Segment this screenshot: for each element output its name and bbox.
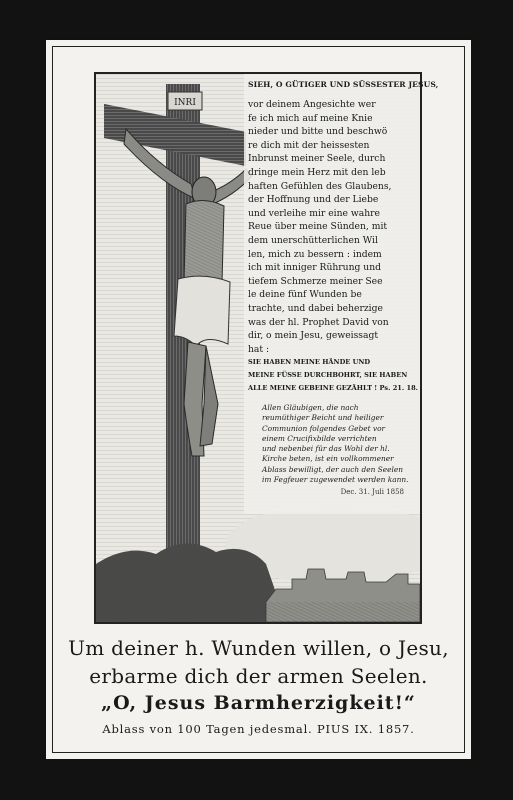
caption-line-1: Um deiner h. Wunden willen, o Jesu,	[68, 636, 449, 660]
quote-line: MEINE FÜSSE DURCHBOHRT, SIE HABEN	[248, 371, 408, 380]
caption-line-2: erbarme dich der armen Seelen.	[89, 664, 428, 688]
prayer-line: Inbrunst meiner Seele, durch	[248, 153, 386, 165]
caption-line-4: Ablass von 100 Tagen jedesmal. PIUS IX. 1857.	[102, 722, 415, 736]
prayer-line: dringe mein Herz mit den leb	[248, 166, 386, 178]
prayer-line: fe ich mich auf meine Knie	[248, 112, 373, 124]
note-line: reumüthiger Beicht und heiliger	[262, 413, 384, 423]
loincloth	[174, 276, 230, 346]
prayer-line: haften Gefühlen des Glaubens,	[248, 180, 392, 192]
note-line: Allen Gläubigen, die nach	[262, 403, 359, 413]
prayer-line: der Hoffnung und der Liebe	[248, 194, 379, 206]
prayer-line: dem unerschütterlichen Wil	[248, 234, 378, 246]
prayer-line: len, mich zu bessern : indem	[248, 248, 382, 260]
inri-text: INRI	[174, 98, 196, 108]
note-line: Kirche beten, ist ein vollkommener	[262, 454, 394, 464]
prayer-line: trachte, und dabei beherzige	[248, 302, 383, 314]
prayer-line: was der hl. Prophet David von	[248, 316, 389, 328]
note-line: Ablass bewilligt, der auch den Seelen	[262, 464, 403, 474]
prayer-line: hat :	[248, 343, 270, 355]
psalm-quote	[248, 356, 418, 395]
quote-line: SIE HABEN MEINE HÄNDE UND	[248, 358, 371, 367]
note-line: im Fegfeuer zugewendet werden kann.	[262, 474, 409, 484]
note-line: Communion folgendes Gebet vor	[262, 423, 386, 433]
prayer-line: Reue über meine Sünden, mit	[248, 221, 388, 233]
prayer-line: ich mit inniger Rührung und	[248, 262, 382, 274]
prayer-line: le deine fünf Wunden be	[248, 289, 362, 301]
prayer-line: re dich mit der heissesten	[248, 139, 370, 151]
prayer-heading: SIEH, O GÜTIGER UND SÜSSESTER JESUS,	[248, 80, 439, 89]
note-line: und nebenbei für das Wohl der hl.	[262, 444, 390, 454]
indulgence-note	[262, 403, 418, 485]
prayer-line: nieder und bitte und beschwö	[248, 126, 388, 138]
prayer-line: tiefem Schmerze meiner See	[248, 275, 383, 287]
decree-date: Dec. 31. Juli 1858	[340, 487, 404, 496]
quote-line: ALLE MEINE GEBEINE GEZÄHLT ! Ps. 21. 18.	[248, 384, 418, 393]
note-line: einem Crucifixbilde verrichten	[262, 433, 377, 443]
caption-line-3: „O, Jesus Barmherzigkeit!“	[101, 692, 416, 714]
prayer-body	[248, 98, 418, 356]
prayer-line: vor deinem Angesichte wer	[248, 99, 376, 110]
prayer-line: dir, o mein Jesu, geweissagt	[248, 330, 379, 342]
prayer-line: und verleihe mir eine wahre	[248, 207, 380, 219]
prayer-text-block	[248, 80, 439, 496]
